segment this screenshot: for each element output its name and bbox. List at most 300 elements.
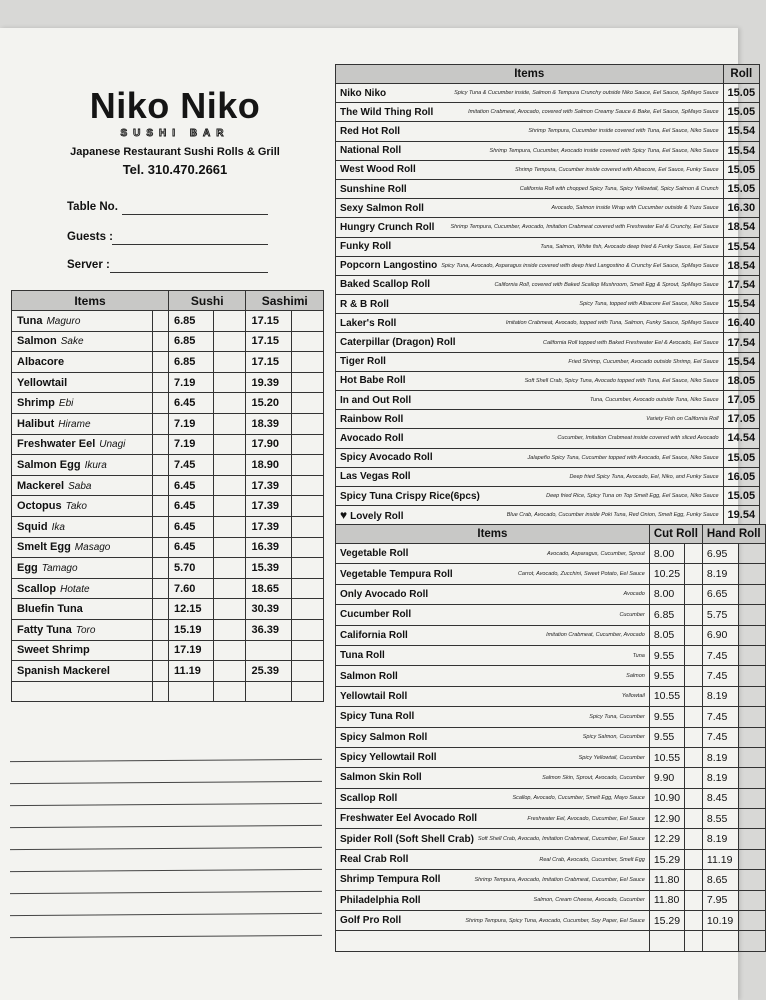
sashimi-qty-cell[interactable] — [292, 434, 324, 455]
table-row — [336, 564, 766, 584]
table-row — [12, 496, 324, 517]
hand-roll-qty-cell[interactable] — [738, 870, 765, 890]
roll-description: Imitation Crabmeat, Avocado, topped with Tuna, Salmon, Funky Sauce, SpMayo Sauce — [505, 320, 719, 327]
sashimi-price: 17.15 — [246, 352, 292, 373]
sushi-qty-cell[interactable] — [214, 393, 246, 414]
sushi-qty-cell[interactable] — [214, 681, 246, 702]
roll-item — [340, 813, 645, 824]
roll-item-cell — [336, 333, 724, 352]
roll-item — [340, 589, 645, 600]
sashimi-price: 18.39 — [246, 413, 292, 434]
roll-item-cell — [336, 141, 724, 160]
sashimi-qty-cell[interactable] — [292, 331, 324, 352]
roll-name: Golf Pro Roll — [340, 915, 402, 927]
col-header-sashimi: Sashimi — [246, 291, 324, 311]
roll-name: Vegetable Roll — [340, 548, 409, 560]
roll-name: Baked Scallop Roll — [340, 279, 431, 291]
hand-roll-price: 8.19 — [702, 768, 738, 788]
roll-item — [340, 793, 645, 804]
roll-price-cell[interactable] — [723, 333, 760, 352]
sashimi-qty-cell[interactable] — [292, 516, 324, 537]
roll-price-cell[interactable] — [723, 103, 760, 122]
roll-description: Carrot, Avocado, Zucchini, Sweet Potato, Eel Sauce — [517, 571, 645, 578]
roll-description: Freshwater Eel, Avocado, Cucumber, Eel Sauce — [527, 815, 645, 822]
sashimi-qty-cell[interactable] — [292, 311, 324, 332]
sashimi-price: 17.90 — [246, 434, 292, 455]
item-name: Fatty Tuna — [17, 623, 72, 636]
hand-roll-qty-cell[interactable] — [738, 931, 765, 951]
table-row — [12, 537, 324, 558]
col-header-roll: Roll — [723, 65, 760, 84]
roll-price-cell[interactable] — [723, 506, 760, 525]
roll-description: Shrimp Tempura, Spicy Tuna, Avocado, Cucumber, Soy Paper, Eel Sauce — [465, 917, 645, 924]
roll-item-cell — [336, 486, 724, 505]
table-row — [12, 640, 324, 661]
roll-name: R & B Roll — [340, 298, 389, 310]
roll-description: Shrimp Tempura, Cucumber inside covered with Albacore, Eel Sauce, Funky Sauce — [515, 166, 719, 173]
table-row — [336, 849, 766, 869]
qty-cell[interactable] — [153, 496, 169, 517]
cut-roll-qty-cell[interactable] — [685, 605, 703, 625]
hand-roll-qty-cell[interactable] — [738, 564, 765, 584]
roll-item-cell — [336, 605, 650, 625]
roll-item — [340, 107, 719, 118]
roll-price-cell[interactable] — [723, 218, 760, 237]
sashimi-qty-cell[interactable] — [292, 640, 324, 661]
roll-price-cell[interactable] — [723, 448, 760, 467]
item-name: Smelt Egg — [17, 541, 71, 554]
heart-icon: ♥ — [340, 508, 348, 523]
hand-roll-qty-cell[interactable] — [738, 544, 765, 564]
roll-price-cell[interactable] — [723, 467, 760, 486]
qty-cell[interactable] — [153, 640, 169, 661]
cut-roll-qty-cell[interactable] — [685, 564, 703, 584]
table-row — [336, 829, 766, 849]
cut-roll-price: 8.05 — [649, 625, 684, 645]
roll-description: Blue Crab, Avocado, Cucumber inside Poki Tuna, Red Onion, Smelt Egg, Funky Sauce — [506, 512, 719, 519]
sushi-qty-cell[interactable] — [214, 434, 246, 455]
sashimi-qty-cell[interactable] — [292, 578, 324, 599]
table-row — [336, 352, 760, 371]
roll-description: Imitation Crabmeat, Cucumber, Avocado — [546, 632, 645, 639]
item-name: Salmon Egg — [17, 458, 81, 471]
roll-item-cell — [336, 544, 650, 564]
roll-item — [340, 772, 645, 783]
hand-roll-qty-cell[interactable] — [738, 911, 765, 931]
roll-description: Avocado — [623, 591, 645, 598]
cut-roll-qty-cell[interactable] — [685, 747, 703, 767]
roll-name: Rainbow Roll — [340, 413, 404, 425]
item-name-cell — [12, 661, 153, 682]
roll-item-cell — [336, 911, 650, 931]
roll-item — [340, 203, 719, 214]
roll-name: Hot Babe Roll — [340, 375, 406, 387]
cut-roll-qty-cell[interactable] — [685, 911, 703, 931]
item-name-cell — [12, 372, 153, 393]
sashimi-price — [246, 640, 292, 661]
roll-price-cell[interactable] — [723, 371, 760, 390]
sushi-qty-cell[interactable] — [214, 352, 246, 373]
roll-price-cell[interactable] — [723, 122, 760, 141]
roll-price-cell[interactable] — [723, 199, 760, 218]
sushi-price: 7.19 — [169, 413, 214, 434]
cut-roll-price: 6.85 — [649, 605, 684, 625]
sushi-qty-cell[interactable] — [214, 331, 246, 352]
sushi-qty-cell[interactable] — [214, 413, 246, 434]
sashimi-price: 17.39 — [246, 516, 292, 537]
cut-roll-qty-cell[interactable] — [685, 870, 703, 890]
hand-roll-qty-cell[interactable] — [738, 645, 765, 665]
roll-description: Variety Fish on California Roll — [646, 416, 719, 423]
roll-price: 18.54 — [727, 221, 756, 234]
item-name: Scallop — [17, 582, 57, 595]
sashimi-price: 19.39 — [246, 372, 292, 393]
roll-description: Soft Shell Crab, Avocado, Imitation Crabmeat, Cucumber, Eel Sauce — [477, 836, 645, 843]
sushi-qty-cell[interactable] — [214, 537, 246, 558]
roll-price-cell[interactable] — [723, 429, 760, 448]
roll-price-cell[interactable] — [723, 275, 760, 294]
roll-description: Cucumber, Imitation Crabmeat inside covered with sliced Avocado — [557, 435, 719, 442]
roll-price-cell[interactable] — [723, 160, 760, 179]
qty-cell[interactable] — [153, 681, 169, 702]
hand-roll-qty-cell[interactable] — [738, 829, 765, 849]
roll-item-cell — [336, 686, 650, 706]
sashimi-qty-cell[interactable] — [292, 496, 324, 517]
roll-item — [340, 145, 719, 156]
sashimi-qty-cell[interactable] — [292, 599, 324, 620]
roll-item — [340, 241, 719, 252]
roll-description: Salmon, Cream Cheese, Avocado, Cucumber — [533, 897, 645, 904]
roll-price: 18.05 — [727, 374, 756, 387]
roll-price: 16.05 — [727, 470, 756, 483]
hand-roll-qty-cell[interactable] — [738, 788, 765, 808]
roll-item — [340, 184, 719, 195]
roll-item-cell — [336, 84, 724, 103]
roll-item — [340, 834, 645, 845]
roll-name-wrap — [340, 395, 411, 406]
roll-item — [340, 356, 719, 367]
qty-cell[interactable] — [153, 413, 169, 434]
roll-price-cell[interactable] — [723, 314, 760, 333]
roll-description: Deep fried Spicy Tuna, Avocado, Eel, Niko, and Funky Sauce — [569, 473, 719, 480]
sashimi-qty-cell[interactable] — [292, 393, 324, 414]
sashimi-qty-cell[interactable] — [292, 619, 324, 640]
roll-description: Soft Shell Crab, Spicy Tuna, Avocado topped with Tuna, Eel Sauce, Niko Sauce — [524, 377, 719, 384]
roll-name: Tuna Roll — [340, 650, 385, 662]
qty-cell[interactable] — [153, 537, 169, 558]
special-rolls-table — [335, 64, 760, 525]
table-row — [336, 429, 760, 448]
roll-price: 17.05 — [727, 394, 756, 407]
roll-price-cell[interactable] — [723, 486, 760, 505]
table-row — [336, 686, 766, 706]
table-row — [336, 391, 760, 410]
roll-name-wrap — [340, 491, 480, 502]
hand-roll-qty-cell[interactable] — [738, 625, 765, 645]
sushi-qty-cell[interactable] — [214, 311, 246, 332]
roll-name: California Roll — [340, 629, 408, 641]
item-name-cell — [12, 599, 153, 620]
roll-price-cell[interactable] — [723, 391, 760, 410]
sashimi-qty-cell[interactable] — [292, 352, 324, 373]
server-line[interactable] — [110, 272, 268, 273]
roll-description: Shrimp Tempura, Cucumber, Avocado inside covered with Spicy Tuna, Eel Sauce, Niko Sauce — [489, 147, 719, 154]
roll-name: Freshwater Eel Avocado Roll — [340, 813, 478, 825]
roll-item-cell — [336, 890, 650, 910]
item-name: Mackerel — [17, 479, 65, 492]
roll-price-cell[interactable] — [723, 295, 760, 314]
item-name-cell — [12, 681, 153, 702]
sashimi-qty-cell[interactable] — [292, 537, 324, 558]
cut-roll-price: 10.90 — [649, 788, 684, 808]
hand-roll-price: 8.19 — [702, 564, 738, 584]
hand-roll-qty-cell[interactable] — [738, 605, 765, 625]
hand-roll-qty-cell[interactable] — [738, 747, 765, 767]
cut-roll-qty-cell[interactable] — [685, 849, 703, 869]
item-japanese-name: Masago — [74, 542, 111, 554]
qty-cell[interactable] — [153, 311, 169, 332]
roll-name-wrap — [340, 337, 456, 348]
server-label: Server : — [67, 259, 110, 271]
col-header-sushi: Sushi — [169, 291, 246, 311]
roll-price: 17.05 — [727, 413, 756, 426]
sashimi-price: 16.39 — [246, 537, 292, 558]
roll-item — [340, 895, 645, 906]
sushi-qty-cell[interactable] — [214, 558, 246, 579]
cut-roll-price: 10.55 — [649, 686, 684, 706]
sashimi-qty-cell[interactable] — [292, 372, 324, 393]
sushi-price: 6.45 — [169, 496, 214, 517]
roll-price-cell[interactable] — [723, 256, 760, 275]
item-name-cell — [12, 393, 153, 414]
hand-roll-qty-cell[interactable] — [738, 890, 765, 910]
roll-item-cell — [336, 391, 724, 410]
sushi-qty-cell[interactable] — [214, 619, 246, 640]
sashimi-qty-cell[interactable] — [292, 558, 324, 579]
hand-roll-qty-cell[interactable] — [738, 584, 765, 604]
roll-name: Popcorn Langostino — [340, 260, 438, 272]
sashimi-qty-cell[interactable] — [292, 413, 324, 434]
roll-price-cell[interactable] — [723, 84, 760, 103]
roll-item-cell — [336, 645, 650, 665]
table-row — [336, 809, 766, 829]
restaurant-tagline: Japanese Restaurant Sushi Rolls & Grill — [70, 146, 280, 158]
table-no-label: Table No. — [67, 201, 118, 213]
roll-description: Shrimp Tempura, Cucumber, Avocado, Imitation Crabmeat covered with Freshwater Eel & Crunchy, Eel Sauce — [450, 224, 719, 231]
item-name: Bluefin Tuna — [17, 603, 83, 616]
qty-cell[interactable] — [153, 372, 169, 393]
roll-name-wrap — [340, 414, 403, 425]
hand-roll-qty-cell[interactable] — [738, 727, 765, 747]
roll-name-wrap — [340, 356, 386, 367]
sushi-qty-cell[interactable] — [214, 640, 246, 661]
qty-cell[interactable] — [153, 599, 169, 620]
qty-cell[interactable] — [153, 516, 169, 537]
item-japanese-name: Unagi — [99, 439, 126, 451]
table-row — [336, 448, 760, 467]
roll-description: Salmon — [626, 673, 645, 680]
roll-price-cell[interactable] — [723, 410, 760, 429]
roll-price: 18.54 — [727, 259, 756, 272]
item-name-cell — [12, 434, 153, 455]
guests-line[interactable] — [112, 244, 268, 245]
roll-price-cell[interactable] — [723, 179, 760, 198]
cut-roll-qty-cell[interactable] — [685, 829, 703, 849]
sushi-qty-cell[interactable] — [214, 372, 246, 393]
hand-roll-qty-cell[interactable] — [738, 768, 765, 788]
roll-price: 15.54 — [727, 355, 756, 368]
item-japanese-name: Ebi — [58, 398, 74, 410]
sashimi-qty-cell[interactable] — [292, 475, 324, 496]
cut-roll-qty-cell[interactable] — [685, 686, 703, 706]
roll-item — [340, 650, 645, 661]
roll-name-wrap — [340, 279, 430, 290]
table-row — [12, 331, 324, 352]
sashimi-qty-cell[interactable] — [292, 681, 324, 702]
item-name-cell — [12, 413, 153, 434]
cut-roll-price: 9.55 — [649, 707, 684, 727]
cut-roll-qty-cell[interactable] — [685, 890, 703, 910]
qty-cell[interactable] — [153, 558, 169, 579]
restaurant-logo — [0, 86, 350, 139]
hand-roll-qty-cell[interactable] — [738, 849, 765, 869]
roll-item — [340, 375, 719, 386]
roll-item-cell — [336, 747, 650, 767]
roll-name: Hungry Crunch Roll — [340, 221, 435, 233]
roll-price: 15.05 — [727, 163, 756, 176]
table-row — [12, 578, 324, 599]
roll-item — [340, 395, 719, 406]
sushi-price: 7.19 — [169, 372, 214, 393]
qty-cell[interactable] — [153, 578, 169, 599]
cut-roll-qty-cell[interactable] — [685, 768, 703, 788]
roll-description: Imitation Crabmeat, Avocado, covered with Salmon Creamy Sauce & Bake, Eel Sauce, SpMayo Sauce — [468, 109, 719, 116]
table-row — [336, 747, 766, 767]
sushi-qty-cell[interactable] — [214, 516, 246, 537]
hand-roll-qty-cell[interactable] — [738, 666, 765, 686]
cut-roll-qty-cell[interactable] — [685, 788, 703, 808]
roll-item-cell — [336, 768, 650, 788]
cut-roll-qty-cell[interactable] — [685, 645, 703, 665]
qty-cell[interactable] — [153, 661, 169, 682]
cut-roll-qty-cell[interactable] — [685, 809, 703, 829]
cut-roll-price: 10.55 — [649, 747, 684, 767]
col-header-items: Items — [336, 65, 724, 84]
roll-item-cell — [336, 564, 650, 584]
item-japanese-name: Sake — [60, 336, 84, 348]
table-row — [336, 544, 766, 564]
roll-description: Salmon Skin, Sprout, Avocado, Cucumber — [542, 774, 645, 781]
roll-name-wrap — [340, 107, 433, 118]
sushi-qty-cell[interactable] — [214, 661, 246, 682]
table-row — [336, 103, 760, 122]
roll-item-cell — [336, 829, 650, 849]
hand-roll-price: 7.45 — [702, 645, 738, 665]
sushi-qty-cell[interactable] — [214, 496, 246, 517]
cut-roll-qty-cell[interactable] — [685, 625, 703, 645]
sushi-qty-cell[interactable] — [214, 599, 246, 620]
col-header-hand-roll: Hand Roll — [702, 525, 765, 544]
roll-item — [340, 452, 719, 463]
cut-roll-qty-cell[interactable] — [685, 544, 703, 564]
sashimi-price: 17.39 — [246, 475, 292, 496]
roll-name-wrap — [340, 164, 416, 175]
cut-roll-qty-cell[interactable] — [685, 584, 703, 604]
roll-name: Sexy Salmon Roll — [340, 202, 424, 214]
table-row — [336, 467, 760, 486]
table-no-line[interactable] — [122, 214, 268, 215]
table-row — [336, 768, 766, 788]
cut-roll-qty-cell[interactable] — [685, 707, 703, 727]
roll-item-cell — [336, 849, 650, 869]
roll-name: Yellowtail Roll — [340, 690, 408, 702]
roll-name: Funky Roll — [340, 241, 392, 253]
sashimi-qty-cell[interactable] — [292, 661, 324, 682]
qty-cell[interactable] — [153, 393, 169, 414]
sashimi-price: 15.20 — [246, 393, 292, 414]
hand-roll-qty-cell[interactable] — [738, 707, 765, 727]
cut-roll-qty-cell[interactable] — [685, 666, 703, 686]
qty-cell[interactable] — [153, 434, 169, 455]
hand-roll-qty-cell[interactable] — [738, 809, 765, 829]
hand-roll-price: 7.45 — [702, 666, 738, 686]
hand-roll-qty-cell[interactable] — [738, 686, 765, 706]
cut-roll-price: 8.00 — [649, 584, 684, 604]
cut-roll-price: 15.29 — [649, 911, 684, 931]
qty-cell[interactable] — [153, 475, 169, 496]
roll-name-wrap — [340, 203, 424, 214]
sushi-price: 6.45 — [169, 393, 214, 414]
sushi-qty-cell[interactable] — [214, 475, 246, 496]
table-row — [336, 314, 760, 333]
sushi-qty-cell[interactable] — [214, 578, 246, 599]
sushi-price: 11.19 — [169, 661, 214, 682]
item-name-cell — [12, 496, 153, 517]
roll-description: Spicy Yellowtail, Cucumber — [578, 754, 645, 761]
roll-description: Jalapeño Spicy Tuna, Cucumber topped with Avocado, Eel Sauce, Niko Sauce — [527, 454, 719, 461]
qty-cell[interactable] — [153, 331, 169, 352]
roll-price-cell[interactable] — [723, 237, 760, 256]
table-row — [336, 237, 760, 256]
sashimi-price: 30.39 — [246, 599, 292, 620]
sushi-price: 7.60 — [169, 578, 214, 599]
roll-price: 15.05 — [727, 490, 756, 503]
sashimi-price: 17.15 — [246, 331, 292, 352]
roll-name: Spicy Tuna Roll — [340, 711, 415, 723]
roll-description: Tuna, Salmon, White fish, Avocado deep fried & Funky Sauce, Eel Sauce — [540, 243, 719, 250]
roll-price-cell[interactable] — [723, 352, 760, 371]
qty-cell[interactable] — [153, 352, 169, 373]
roll-name: Real Crab Roll — [340, 854, 409, 866]
sushi-sashimi-table — [11, 290, 324, 702]
roll-name: In and Out Roll — [340, 394, 412, 406]
qty-cell[interactable] — [153, 455, 169, 476]
item-japanese-name: Hotate — [60, 583, 90, 595]
roll-name: Niko Niko — [340, 87, 387, 99]
cut-roll-qty-cell[interactable] — [685, 931, 703, 951]
qty-cell[interactable] — [153, 619, 169, 640]
cut-roll-qty-cell[interactable] — [685, 727, 703, 747]
table-row — [336, 256, 760, 275]
table-row — [12, 393, 324, 414]
sashimi-qty-cell[interactable] — [292, 455, 324, 476]
roll-name-wrap — [340, 241, 391, 252]
cut-roll-price — [649, 931, 684, 951]
sushi-qty-cell[interactable] — [214, 455, 246, 476]
item-name: Shrimp — [17, 397, 55, 410]
roll-price-cell[interactable] — [723, 141, 760, 160]
cut-roll-price: 9.55 — [649, 666, 684, 686]
